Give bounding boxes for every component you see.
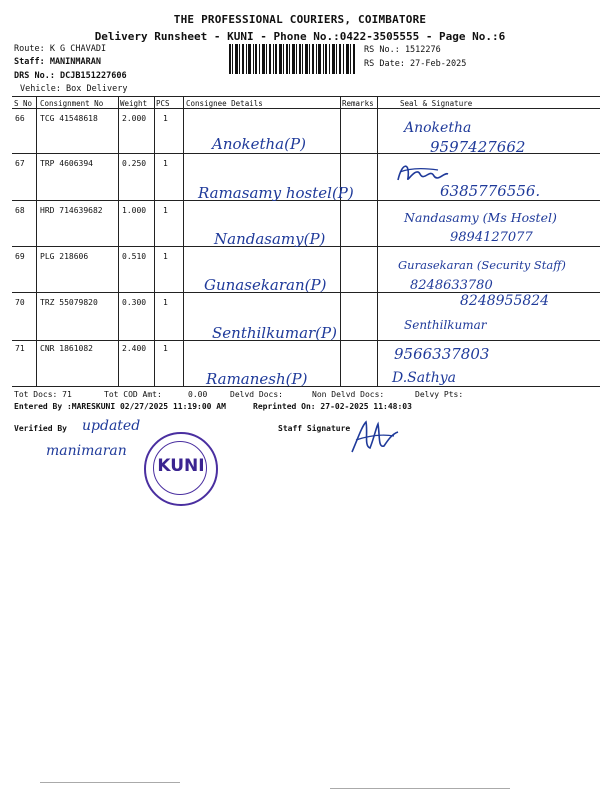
row-pcs: 1 xyxy=(163,344,168,353)
runsheet-title: Delivery Runsheet - KUNI - Phone No.:0422-3505555 - Page No.:6 xyxy=(94,30,506,43)
row-seal-name: Anoketha xyxy=(404,120,472,136)
row-consignee-handwritten: Gunasekaran(P) xyxy=(204,276,327,294)
row-consignee-handwritten: Anoketha(P) xyxy=(212,135,306,153)
row-weight: 2.000 xyxy=(122,114,147,123)
row-pcs: 1 xyxy=(163,159,168,168)
header-consignment: Consignment No xyxy=(40,99,104,108)
vehicle-label: Vehicle: Box Delivery xyxy=(20,84,128,94)
row-pcs: 1 xyxy=(163,298,168,307)
row-weight: 0.250 xyxy=(122,159,147,168)
row-consignment: HRD 714639682 xyxy=(40,206,103,215)
row-consignee-handwritten: Nandasamy(P) xyxy=(214,230,326,248)
row-weight: 0.510 xyxy=(122,252,147,261)
route-label: Route: K G CHAVADI xyxy=(14,44,107,54)
row-consignment: CNR 1861082 xyxy=(40,344,93,353)
rs-date-label: RS Date: 27-Feb-2025 xyxy=(364,59,467,69)
header-seal: Seal & Signature xyxy=(400,99,473,108)
row-seal-name: Nandasamy (Ms Hostel) xyxy=(404,210,557,225)
verified-by-name-handwritten: manimaran xyxy=(46,443,127,459)
header-remarks: Remarks xyxy=(342,99,374,108)
row-consignment: PLG 218606 xyxy=(40,252,89,261)
rs-no-label: RS No.: 1512276 xyxy=(364,45,441,55)
row-consignment: TRP 4606394 xyxy=(40,159,93,168)
row-seal-phone: 6385776556. xyxy=(440,182,541,200)
tot-cod-value: 0.00 xyxy=(188,390,208,399)
row-consignment: TCG 41548618 xyxy=(40,114,98,123)
row-sno: 70 xyxy=(15,298,25,307)
row-seal-name: Senthilkumar xyxy=(404,318,487,332)
row-consignment: TRZ 55079820 xyxy=(40,298,98,307)
header-sno: S No xyxy=(14,99,33,108)
tot-cod-label: Tot COD Amt: xyxy=(104,390,162,399)
row-pcs: 1 xyxy=(163,206,168,215)
header-pcs: PCS xyxy=(156,99,170,108)
row-sno: 67 xyxy=(15,159,25,168)
row-sno: 66 xyxy=(15,114,25,123)
tot-docs-label: Tot Docs: 71 xyxy=(14,390,72,399)
row-seal-name: D.Sathya xyxy=(392,370,457,386)
row-weight: 2.400 xyxy=(122,344,147,353)
staff-signature-mark xyxy=(348,418,402,458)
company-title: THE PROFESSIONAL COURIERS, COIMBATORE xyxy=(173,13,427,26)
staff-signature-label: Staff Signature xyxy=(278,424,351,433)
stamp-text: KUNI xyxy=(157,456,205,476)
row-sno: 68 xyxy=(15,206,25,215)
delvy-pts-label: Delvy Pts: xyxy=(415,390,464,399)
row-consignee-handwritten: Ramanesh(P) xyxy=(206,370,308,388)
verified-by-handwritten: updated xyxy=(82,418,141,434)
row-pcs: 1 xyxy=(163,252,168,261)
row-seal-name: Gurasekaran (Security Staff) xyxy=(398,258,566,272)
row-weight: 0.300 xyxy=(122,298,147,307)
verified-by-label: Verified By xyxy=(14,424,67,433)
row-seal-phone: 9894127077 xyxy=(450,230,533,245)
reprinted-on-label: Reprinted On: 27-02-2025 11:48:03 xyxy=(253,402,412,411)
header-weight: Weight xyxy=(120,99,148,108)
header-consignee: Consignee Details xyxy=(186,99,263,108)
row-pcs: 1 xyxy=(163,114,168,123)
barcode-image xyxy=(229,44,355,74)
kuni-stamp xyxy=(144,432,218,506)
row-seal-phone: 9566337803 xyxy=(394,345,490,363)
row-seal-phone: 8248955824 xyxy=(460,293,550,309)
row-seal-phone: 9597427662 xyxy=(430,138,526,156)
non-delvd-docs-label: Non Delvd Docs: xyxy=(312,390,385,399)
row-weight: 1.000 xyxy=(122,206,147,215)
row-seal-phone: 8248633780 xyxy=(410,278,493,293)
drs-label: DRS No.: DCJB151227606 xyxy=(14,71,127,81)
row-consignee-handwritten: Ramasamy hostel(P) xyxy=(198,184,354,202)
row-sno: 69 xyxy=(15,252,25,261)
entered-by-label: Entered By :MARESKUNI 02/27/2025 11:19:00 AM xyxy=(14,402,226,411)
staff-label: Staff: MANINMARAN xyxy=(14,57,101,67)
delvd-docs-label: Delvd Docs: xyxy=(230,390,283,399)
row-consignee-handwritten: Senthilkumar(P) xyxy=(212,324,337,342)
row-sno: 71 xyxy=(15,344,25,353)
